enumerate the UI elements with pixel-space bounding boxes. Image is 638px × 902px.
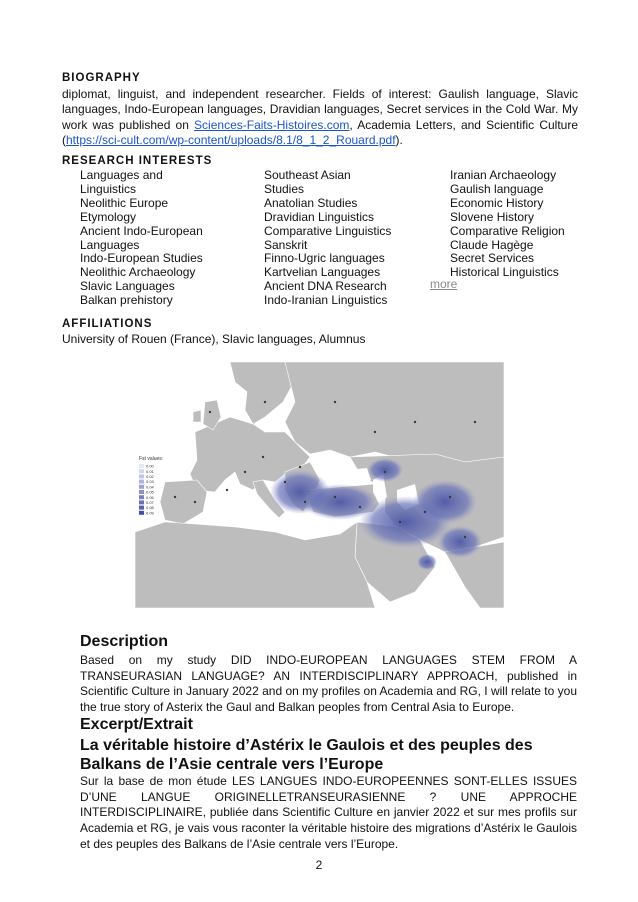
legend-label: 0.05 [146, 489, 154, 495]
legend-swatch [139, 506, 144, 510]
interest-item: Secret Services [450, 251, 535, 266]
legend-swatch [139, 500, 144, 504]
legend-swatch [139, 495, 144, 499]
legend-swatch [139, 511, 144, 515]
legend-swatch [139, 474, 144, 478]
interest-item: Comparative Religion [450, 223, 565, 238]
interest-item: Economic History [450, 195, 544, 210]
interest-item: Sanskrit [264, 237, 308, 252]
fst-distribution-map [135, 362, 504, 608]
interest-item: Neolithic Archaeology [80, 265, 196, 280]
legend-label: 0.02 [146, 474, 154, 479]
interest-item: Dravidian Linguistics [264, 209, 375, 224]
sciences-faits-histoires-link[interactable]: Sciences-Faits-Histoires.com [194, 117, 350, 132]
legend-label: 0.03 [146, 479, 154, 485]
research-interests-heading: RESEARCH INTERESTS [62, 155, 213, 167]
interest-item: Kartvelian Languages [264, 265, 381, 280]
excerpt-title: La véritable histoire d’Astérix le Gaulois et des peuples des Balkans de l’Asie centrale vers l’Europe [80, 737, 533, 773]
page-number: 2 [315, 858, 323, 872]
interests-column-2 [264, 169, 391, 308]
legend-label: 0.06 [146, 494, 154, 500]
interest-item: Linguistics [80, 181, 137, 196]
interests-column-3 [450, 169, 565, 280]
interest-item: Gaulish language [450, 181, 544, 196]
more-interests-link[interactable]: more [430, 277, 458, 291]
interest-item: Ancient DNA Research [264, 279, 387, 294]
description-heading: Description [80, 633, 169, 650]
interest-item: Balkan prehistory [80, 293, 173, 308]
interest-item: Historical Linguistics [450, 265, 559, 280]
interest-item: Comparative Linguistics [264, 223, 392, 238]
legend-swatch [139, 490, 144, 494]
excerpt-text: Sur la base de mon étude LES LANGUES INDO-EUROPEENNES SONT-ELLES ISSUES D’UNE LANGUE ORIGINELLETRANSEURASIENNE ? UNE APPROCHE INTERDISCIPLINAIRE, publiée dans Scientific Culture en janvier 2022 et sur mes profils sur Academia et RG, je vais vous raconter la véritable histoire des migrations d’Astérix le Gaulois et des peuples des Balkans de l’Asie centrale vers l’Europe. [80, 774, 577, 851]
legend-label: 0.04 [146, 484, 154, 490]
interest-item: Languages and [80, 168, 163, 182]
interest-item: Slavic Languages [80, 279, 175, 294]
interest-item: Southeast Asian [264, 168, 351, 182]
interest-item: Etymology [80, 209, 137, 224]
interest-item: Ancient Indo-European [80, 223, 203, 238]
interest-item: Indo-European Studies [80, 251, 203, 266]
interest-item: Indo-Iranian Linguistics [264, 293, 388, 308]
biography-text-part: , Academia Letters, and Scientific Culture ( [62, 117, 578, 148]
interest-item: Neolithic Europe [80, 195, 169, 210]
biography-text [62, 87, 578, 149]
legend-swatch [139, 485, 144, 489]
affiliations-heading: AFFILIATIONS [62, 318, 153, 330]
excerpt-heading: Excerpt/Extrait [80, 716, 193, 733]
interest-item: Anatolian Studies [264, 195, 358, 210]
interest-item: Finno-Ugric languages [264, 251, 385, 266]
interest-item: Languages [80, 237, 140, 252]
affiliations-text: University of Rouen (France), Slavic languages, Alumnus [62, 332, 366, 346]
legend-label: 0.09 [146, 510, 154, 516]
interest-item: Studies [264, 181, 305, 196]
interest-item: Slovene History [450, 209, 535, 224]
legend-label: 0.00 [146, 463, 154, 469]
legend-label: 0.07 [146, 500, 154, 505]
interest-item: Iranian Archaeology [450, 168, 557, 182]
legend-swatch [139, 464, 144, 468]
legend-swatch [139, 480, 144, 484]
description-text: Based on my study DID INDO-EUROPEAN LANGUAGES STEM FROM A TRANSEURASIAN LANGUAGE? AN INTERDISCIPLINARY APPROACH, published in Scientific Culture in January 2022 and on my profiles on Academia and RG, I will relate to you the true story of Asterix the Gaul and Balkan peoples from Central Asia to Europe. [80, 653, 577, 715]
legend-label: 0.01 [146, 468, 154, 474]
interests-column-1 [80, 169, 203, 308]
biography-heading: BIOGRAPHY [62, 72, 141, 84]
legend-title: Fst values: [139, 456, 164, 462]
interest-item: Claude Hagège [450, 237, 534, 252]
legend-label: 0.08 [146, 505, 154, 511]
legend-swatch [139, 469, 144, 473]
biography-text-part: ). [395, 133, 403, 148]
biography-text-part: diplomat, linguist, and independent researcher. Fields of interest: Gaulish language, Slavic languages, Indo-European languages, Dravidian languages, Secret services in the Cold War. My work was published on [62, 87, 578, 132]
sci-cult-pdf-link[interactable]: https://sci-cult.com/wp-content/uploads/8.1/8_1_2_Rouard.pdf [66, 133, 396, 148]
